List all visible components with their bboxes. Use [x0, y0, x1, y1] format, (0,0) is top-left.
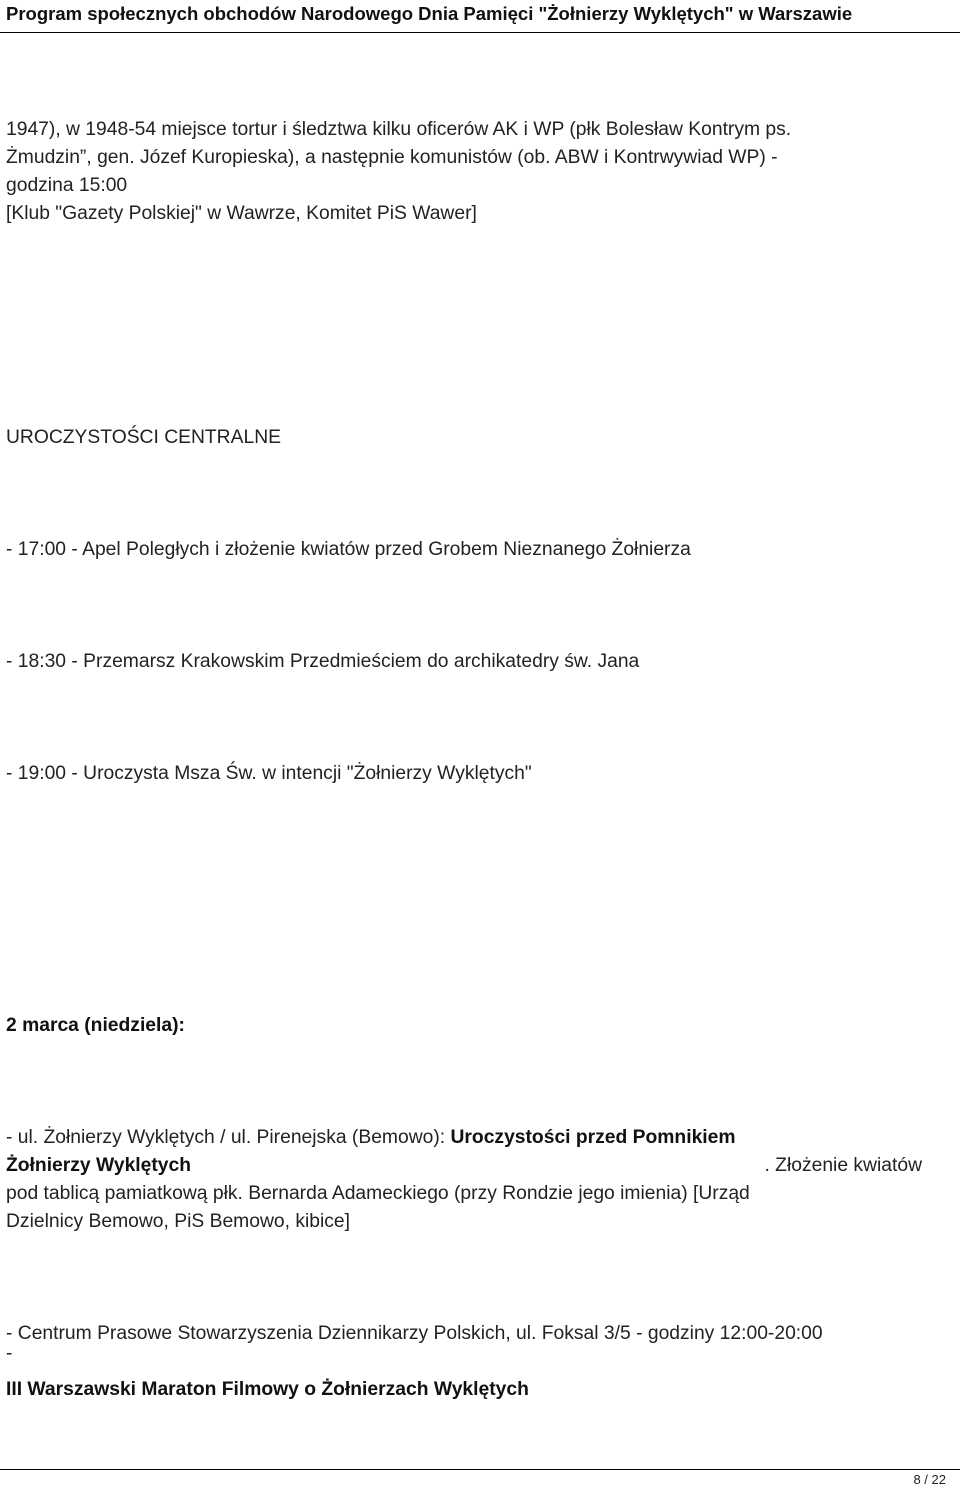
section-heading-march-2: 2 marca (niedziela):	[6, 1015, 185, 1036]
bemowo-line-1	[6, 1126, 736, 1150]
section-heading-central: UROCZYSTOŚCI CENTRALNE	[6, 427, 281, 448]
central-item-3: - 19:00 - Uroczysta Msza Św. w intencji "Żołnierzy Wyklętych"	[6, 763, 532, 784]
bemowo-event-title-part-1: Uroczystości przed Pomnikiem	[450, 1127, 736, 1148]
centrum-line-1: - Centrum Prasowe Stowarzyszenia Dziennikarzy Polskich, ul. Foksal 3/5 - godziny 12:00-20:00	[6, 1323, 823, 1344]
bemowo-line-3: pod tablicą pamiatkową płk. Bernarda Adameckiego (przy Rondzie jego imienia) [Urząd	[6, 1183, 750, 1204]
page-number: 8 / 22	[913, 1472, 946, 1487]
centrum-dash: -	[6, 1343, 13, 1364]
central-item-2: - 18:30 - Przemarsz Krakowskim Przedmieściem do archikatedry św. Jana	[6, 651, 640, 672]
intro-line-2: Żmudzin”, gen. Józef Kuropieska), a następnie komunistów (ob. ABW i Kontrwywiad WP) -	[6, 147, 778, 168]
intro-line-3: godzina 15:00	[6, 175, 128, 196]
document-header-title: Program społecznych obchodów Narodowego Dnia Pamięci "Żołnierzy Wyklętych" w Warszawie	[6, 3, 853, 24]
footer-divider	[0, 1469, 960, 1470]
bemowo-line-4: Dzielnicy Bemowo, PiS Bemowo, kibice]	[6, 1211, 350, 1232]
bemowo-line-2-rest: . Złożenie kwiatów	[764, 1155, 922, 1176]
header-divider	[0, 32, 960, 33]
film-marathon-title: III Warszawski Maraton Filmowy o Żołnierzach Wyklętych	[6, 1379, 529, 1400]
bemowo-event-title-part-2: Żołnierzy Wyklętych	[6, 1155, 192, 1176]
intro-line-4: [Klub "Gazety Polskiej" w Wawrze, Komitet PiS Wawer]	[6, 203, 477, 224]
central-item-1: - 17:00 - Apel Poległych i złożenie kwiatów przed Grobem Nieznanego Żołnierza	[6, 539, 691, 560]
bemowo-location: - ul. Żołnierzy Wyklętych / ul. Pirenejska (Bemowo):	[6, 1127, 451, 1148]
intro-line-1: 1947), w 1948-54 miejsce tortur i śledztwa kilku oficerów AK i WP (płk Bolesław Kontrym ps.	[6, 119, 792, 140]
